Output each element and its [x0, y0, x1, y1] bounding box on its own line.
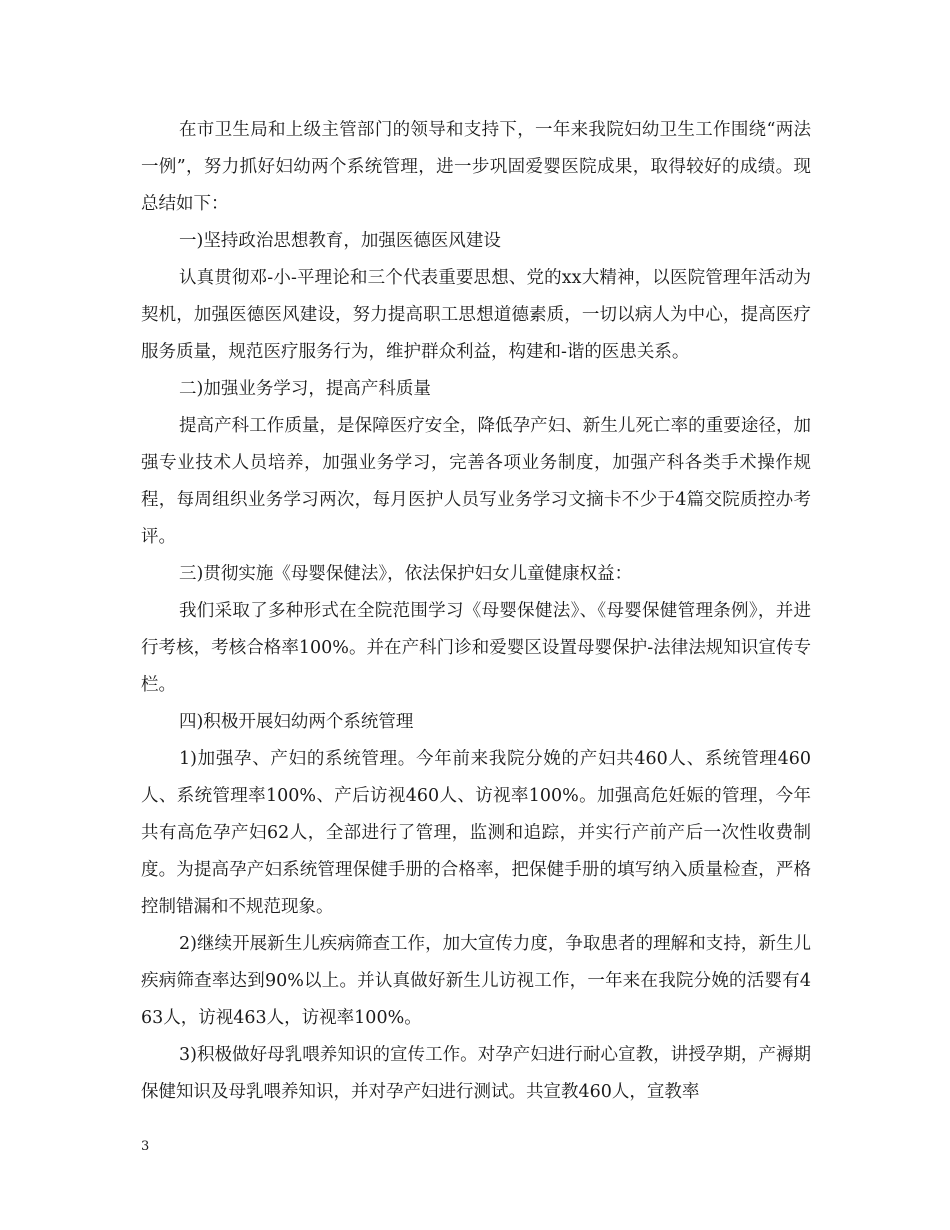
section-heading-4: 四)积极开展妇幼两个系统管理 — [179, 712, 414, 732]
paragraph-section-2: 提高产科工作质量，是保障医疗安全，降低孕产妇、新生儿死亡率的重要途径，加强专业技术人员培养，加强业务学习，完善各项业务制度，加强产科各类手术操作规程，每周组织业务学习两次，每月医护人员写业务学习文摘卡不少于4篇交院质控办考评。 — [141, 416, 811, 547]
paragraph-section-1: 认真贯彻邓-小-平理论和三个代表重要思想、党的xx大精神，以医院管理年活动为契机，加强医德医风建设，努力提高职工思想道德素质，一切以病人为中心，提高医疗服务质量，规范医疗服务行为，维护群众利益，构建和-谐的医患关系。 — [141, 268, 811, 362]
paragraph-item-3: 3)积极做好母乳喂养知识的宣传工作。对孕产妇进行耐心宣教，讲授孕期，产褥期保健知识及母乳喂养知识，并对孕产妇进行测试。共宣教460人，宣教率 — [141, 1045, 811, 1102]
document-body — [141, 112, 811, 1111]
paragraph-section-3: 我们采取了多种形式在全院范围学习《母婴保健法》、《母婴保健管理条例》，并进行考核，考核合格率100%。并在产科门诊和爱婴区设置母婴保护-法律法规知识宣传专栏。 — [141, 601, 811, 695]
page-number: 3 — [141, 1139, 150, 1154]
section-heading-1: 一)坚持政治思想教育，加强医德医风建设 — [179, 231, 501, 251]
paragraph-item-1: 1)加强孕、产妇的系统管理。今年前来我院分娩的产妇共460人、系统管理460人、系统管理率100%、产后访视460人、访视率100%。加强高危妊娠的管理，今年共有高危孕产妇62人，全部进行了管理，监测和追踪，并实行产前产后一次性收费制度。为提高孕产妇系统管理保健手册的合格率，把保健手册的填写纳入质量检查，严格控制错漏和不规范现象。 — [141, 749, 811, 917]
paragraph-item-2: 2)继续开展新生儿疾病筛查工作，加大宣传力度，争取患者的理解和支持，新生儿疾病筛查率达到90%以上。并认真做好新生儿访视工作，一年来在我院分娩的活婴有463人，访视463人，访视率100%。 — [141, 934, 811, 1028]
section-heading-2: 二)加强业务学习，提高产科质量 — [179, 379, 431, 399]
paragraph-intro: 在市卫生局和上级主管部门的领导和支持下，一年来我院妇幼卫生工作围绕“两法一例”，努力抓好妇幼两个系统管理，进一步巩固爱婴医院成果，取得较好的成绩。现总结如下： — [141, 120, 811, 214]
section-heading-3: 三)贯彻实施《母婴保健法》，依法保护妇女儿童健康权益： — [179, 564, 633, 584]
